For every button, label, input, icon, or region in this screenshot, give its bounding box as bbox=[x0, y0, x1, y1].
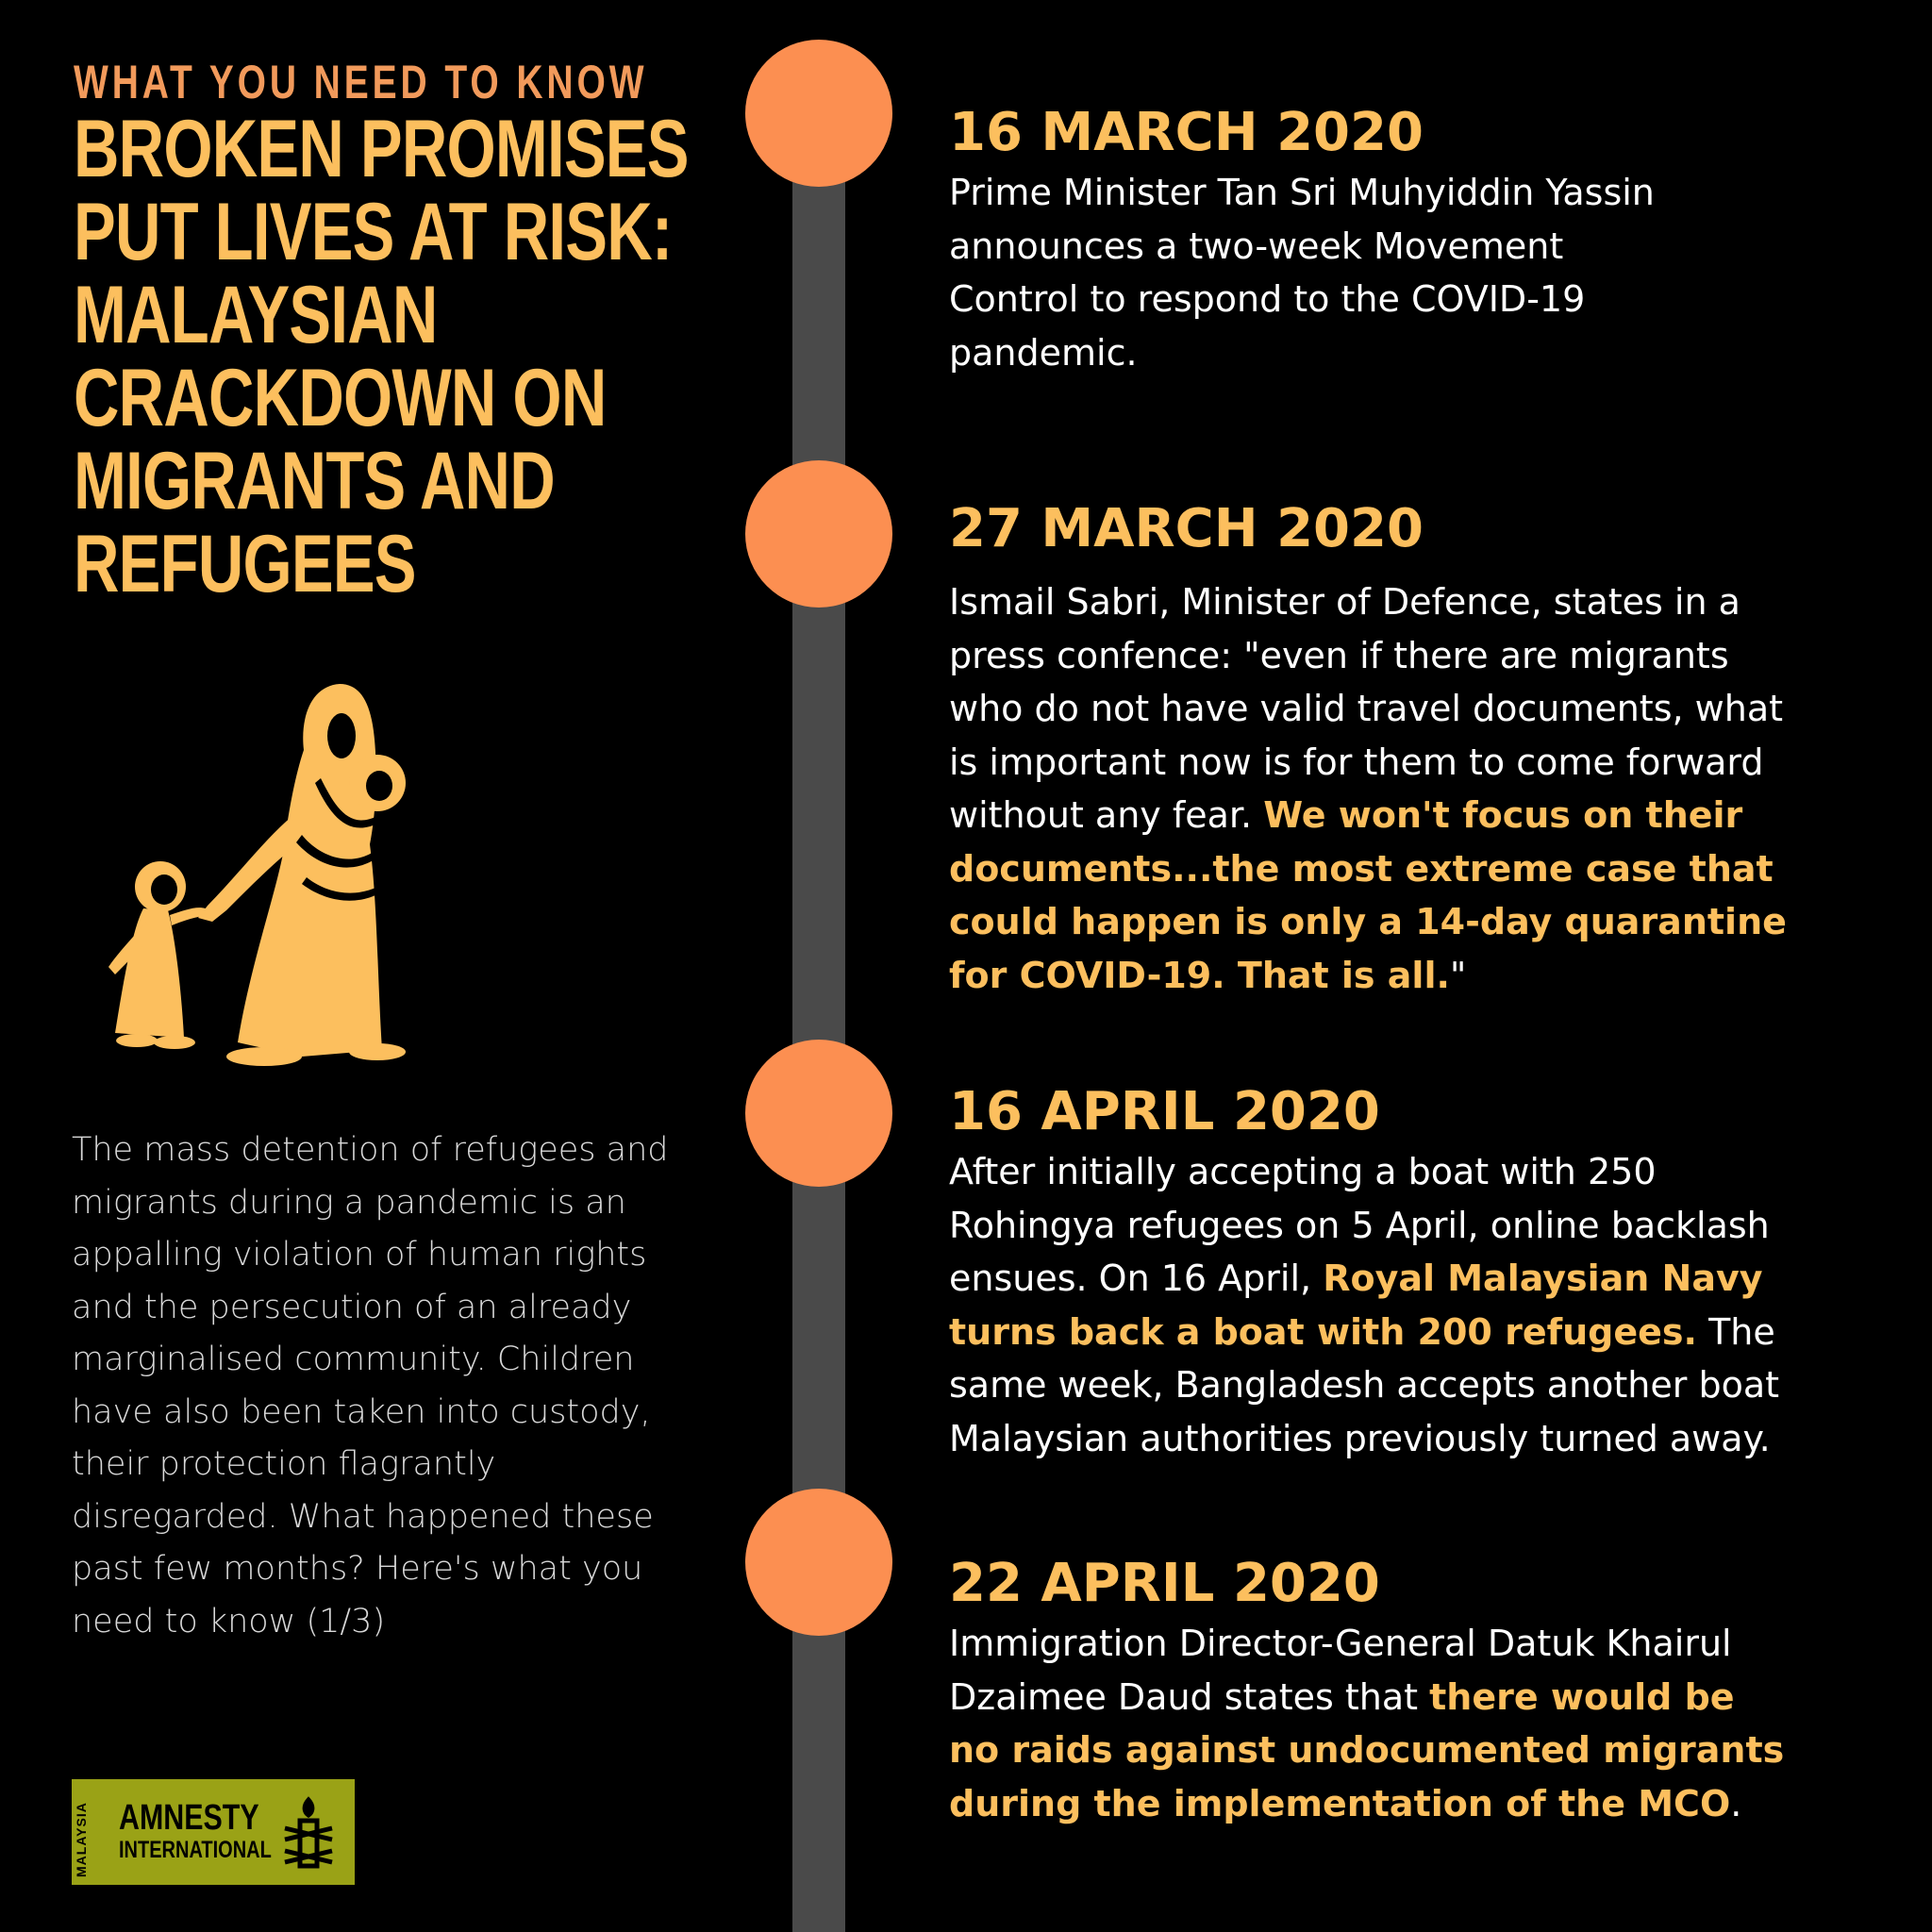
refugee-family-icon bbox=[94, 675, 434, 1071]
body-text: The bbox=[1696, 1310, 1775, 1353]
timeline-event-1 bbox=[949, 496, 1855, 1002]
body-text: Dzaimee Daud states that bbox=[949, 1675, 1430, 1718]
event-line bbox=[949, 1671, 1855, 1724]
headline-line: PUT LIVES AT RISK: bbox=[74, 187, 673, 277]
body-text: without any fear. bbox=[949, 794, 1264, 836]
amnesty-logo bbox=[72, 1779, 355, 1885]
timeline-dot bbox=[745, 1040, 892, 1187]
event-description bbox=[949, 1145, 1855, 1465]
event-line bbox=[949, 682, 1855, 736]
intro-line: their protection flagrantly bbox=[72, 1445, 496, 1483]
event-line bbox=[949, 1724, 1855, 1777]
logo-line-2: INTERNATIONAL bbox=[119, 1837, 272, 1863]
body-text: Control to respond to the COVID-19 bbox=[949, 278, 1586, 320]
headline-line: BROKEN PROMISES bbox=[74, 104, 689, 194]
body-text: who do not have valid travel documents, what bbox=[949, 688, 1784, 729]
event-line bbox=[949, 1252, 1855, 1306]
intro-line: The mass detention of refugees and bbox=[72, 1131, 669, 1169]
event-line bbox=[949, 273, 1855, 326]
candle-barbed-wire-icon bbox=[277, 1796, 340, 1872]
body-text: " bbox=[1449, 954, 1467, 996]
body-text: Prime Minister Tan Sri Muhyiddin Yassin bbox=[949, 172, 1655, 213]
intro-line: need to know (1/3) bbox=[72, 1602, 386, 1641]
timeline-event-2 bbox=[949, 1079, 1855, 1465]
event-date: 22 APRIL 2020 bbox=[949, 1553, 1380, 1614]
event-line bbox=[949, 1199, 1855, 1253]
highlighted-text: documents...the most extreme case that bbox=[949, 847, 1774, 890]
event-line bbox=[949, 949, 1855, 1003]
timeline-dot bbox=[745, 1489, 892, 1636]
event-description bbox=[949, 1617, 1855, 1830]
body-text: Malaysian authorities previously turned away. bbox=[949, 1417, 1771, 1459]
logo-country: MALAYSIA bbox=[74, 1802, 89, 1877]
body-text: Immigration Director-General Datuk Khairul bbox=[949, 1623, 1732, 1664]
headline-line: MALAYSIAN bbox=[74, 270, 438, 360]
highlighted-text: turns back a boat with 200 refugees. bbox=[949, 1310, 1697, 1353]
highlighted-text: for COVID-19. That is all. bbox=[949, 954, 1450, 996]
body-text: Rohingya refugees on 5 April, online backlash bbox=[949, 1204, 1770, 1246]
highlighted-text: could happen is only a 14-day quarantine bbox=[949, 901, 1787, 942]
event-line bbox=[949, 1306, 1855, 1359]
timeline-event-3 bbox=[949, 1551, 1855, 1830]
body-text: announces a two-week Movement bbox=[949, 225, 1564, 267]
timeline-event-0 bbox=[949, 100, 1855, 379]
intro-line: disregarded. What happened these bbox=[72, 1497, 654, 1536]
event-date: 27 MARCH 2020 bbox=[949, 498, 1424, 559]
event-line bbox=[949, 736, 1855, 790]
event-line bbox=[949, 1777, 1855, 1831]
event-description bbox=[949, 166, 1855, 379]
intro-line: marginalised community. Children bbox=[72, 1341, 635, 1378]
event-line bbox=[949, 220, 1855, 274]
body-text: After initially accepting a boat with 250 bbox=[949, 1151, 1657, 1192]
intro-line: and the persecution of an already bbox=[72, 1288, 632, 1326]
headline-line: REFUGEES bbox=[74, 519, 416, 609]
highlighted-text: there would be bbox=[1429, 1675, 1735, 1718]
highlighted-text: during the implementation of the MCO bbox=[949, 1782, 1731, 1824]
body-text: same week, Bangladesh accepts another boat bbox=[949, 1364, 1780, 1406]
event-line bbox=[949, 789, 1855, 842]
intro-line: appalling violation of human rights bbox=[72, 1236, 647, 1274]
body-text: ensues. On 16 April, bbox=[949, 1257, 1324, 1299]
intro-line: migrants during a pandemic is an bbox=[72, 1183, 626, 1222]
body-text: is important now is for them to come forward bbox=[949, 741, 1764, 783]
event-line bbox=[949, 1358, 1855, 1412]
logo-line-1: AMNESTY bbox=[119, 1798, 259, 1838]
body-text: press confence: "even if there are migrants bbox=[949, 634, 1729, 676]
intro-line: past few months? Here's what you bbox=[72, 1550, 643, 1588]
intro-line: have also been taken into custody, bbox=[72, 1392, 651, 1431]
kicker: WHAT YOU NEED TO KNOW bbox=[74, 56, 648, 108]
event-line bbox=[949, 629, 1855, 683]
body-text: . bbox=[1730, 1782, 1742, 1824]
event-description bbox=[949, 575, 1855, 1002]
event-line bbox=[949, 575, 1855, 629]
intro-paragraph bbox=[72, 1124, 675, 1648]
event-date: 16 APRIL 2020 bbox=[949, 1081, 1380, 1142]
timeline-dot bbox=[745, 460, 892, 608]
timeline-bar bbox=[792, 113, 845, 1932]
event-line bbox=[949, 895, 1855, 949]
headline-line: CRACKDOWN ON bbox=[74, 353, 607, 443]
event-line bbox=[949, 166, 1855, 220]
event-line bbox=[949, 326, 1855, 380]
event-line bbox=[949, 1412, 1855, 1466]
body-text: Ismail Sabri, Minister of Defence, states in a bbox=[949, 581, 1740, 623]
timeline-dot bbox=[745, 40, 892, 187]
headline-line: MIGRANTS AND bbox=[74, 436, 555, 526]
highlighted-text: Royal Malaysian Navy bbox=[1323, 1257, 1763, 1299]
body-text: pandemic. bbox=[949, 331, 1138, 374]
event-line bbox=[949, 842, 1855, 896]
event-line bbox=[949, 1145, 1855, 1199]
event-line bbox=[949, 1617, 1855, 1671]
event-date: 16 MARCH 2020 bbox=[949, 102, 1424, 163]
headline bbox=[74, 104, 707, 609]
highlighted-text: no raids against undocumented migrants bbox=[949, 1729, 1785, 1771]
highlighted-text: We won't focus on their bbox=[1263, 794, 1743, 836]
